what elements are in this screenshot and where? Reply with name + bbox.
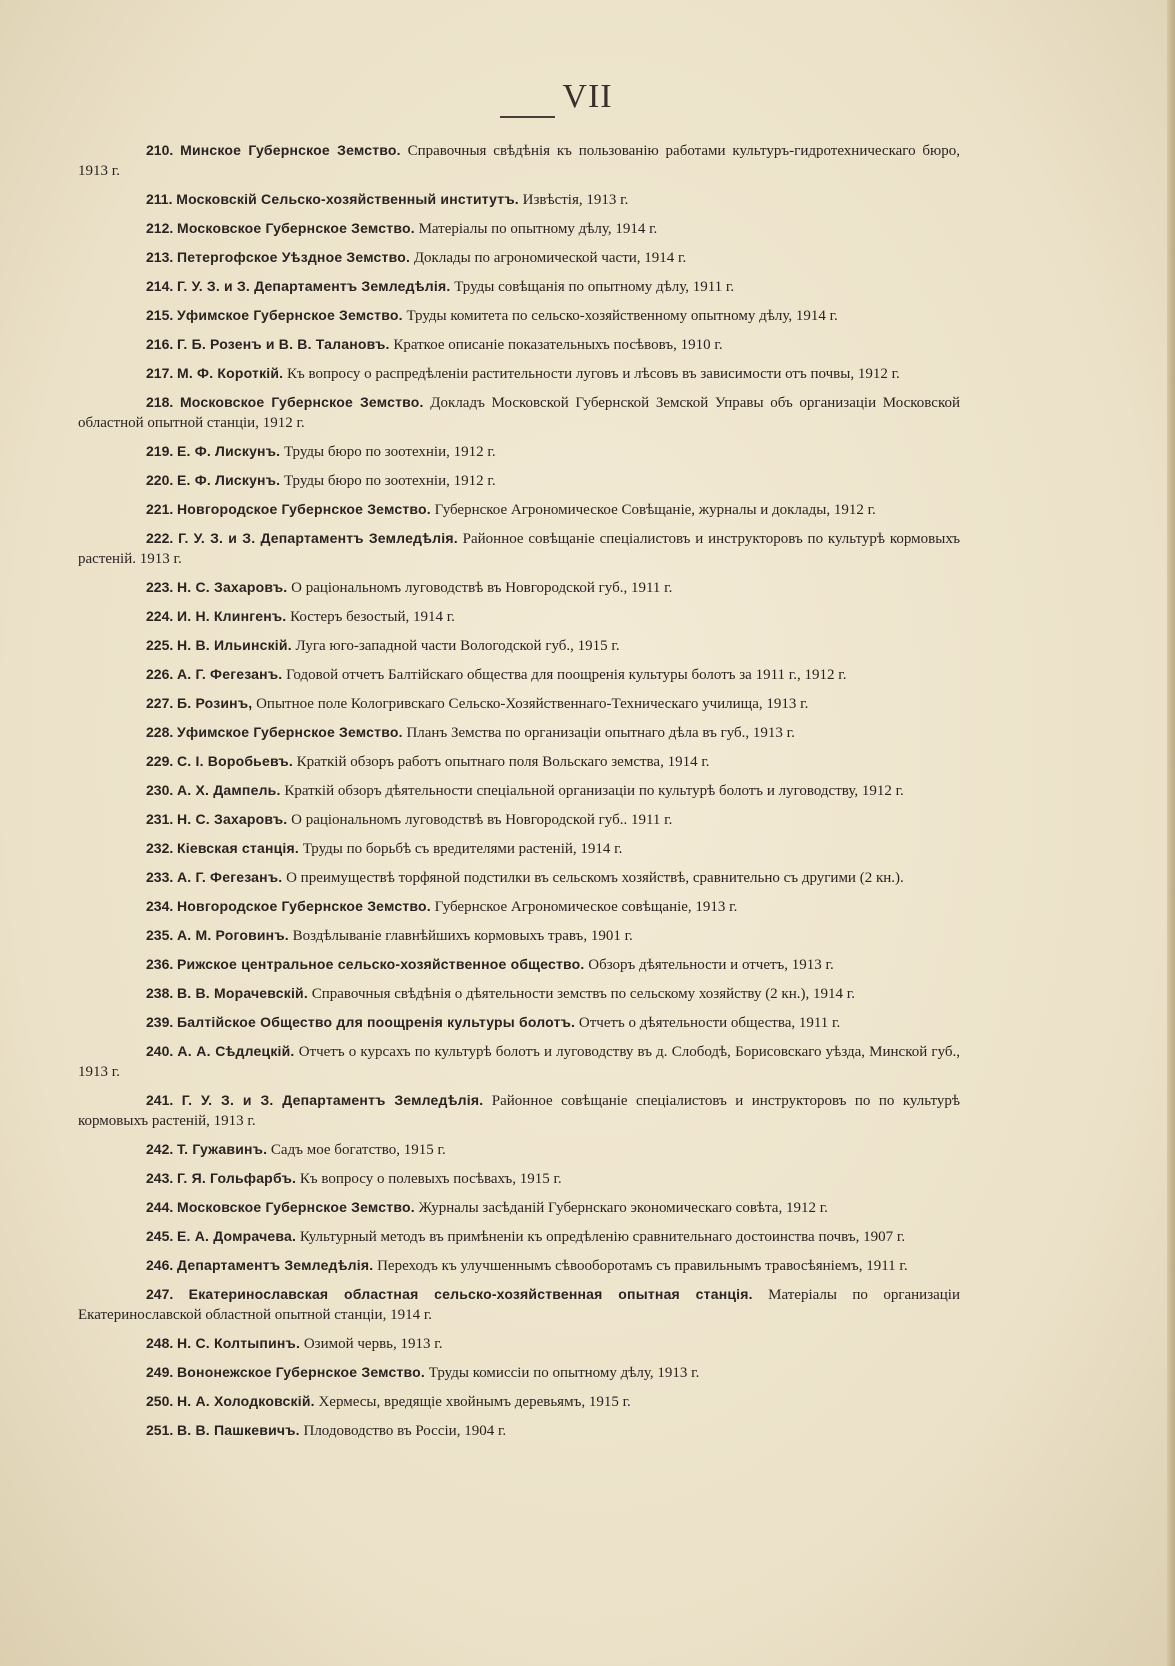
entry-number: 223. — [146, 579, 174, 595]
entry-text — [78, 1041, 960, 1082]
entry-number: 236. — [146, 956, 174, 972]
entry-author: Новгородское Губернское Земство. — [177, 501, 431, 517]
entry-text — [78, 1139, 960, 1160]
entry-text — [78, 528, 960, 569]
entry-title: Журналы засѣданій Губернскаго экономическаго совѣта, 1912 г. — [418, 1200, 828, 1216]
list-item — [78, 635, 960, 656]
entry-author: С. І. Воробьевъ. — [177, 753, 293, 769]
entry-number: 224. — [146, 608, 174, 624]
list-item — [78, 1420, 960, 1441]
entry-number: 249. — [146, 1364, 174, 1380]
entry-title: Справочныя свѣдѣнія о дѣятельности земствъ по сельскому хозяйству (2 кн.), 1914 г. — [311, 986, 855, 1002]
entry-author: А. Х. Дампель. — [177, 782, 281, 798]
entry-title: Воздѣлываніе главнѣйшихъ кормовыхъ травъ, 1901 г. — [292, 928, 633, 944]
entry-author: Кіевская станція. — [177, 840, 299, 856]
entry-title: Труды бюро по зоотехніи, 1912 г. — [283, 473, 496, 489]
entry-text — [78, 1197, 960, 1218]
entry-number: 230. — [146, 782, 174, 798]
entry-text — [78, 954, 960, 975]
page-edge — [1167, 0, 1175, 1666]
list-item — [78, 470, 960, 491]
entry-author: Рижское центральное сельско-хозяйственное общество. — [177, 956, 585, 972]
entry-text — [78, 606, 960, 627]
list-item — [78, 218, 960, 239]
entry-number: 234. — [146, 898, 174, 914]
entry-author: Московскій Сельско-хозяйственный институтъ. — [176, 191, 519, 207]
entry-author: Балтійское Общество для поощренія культуры болотъ. — [177, 1014, 576, 1030]
list-item — [78, 1139, 960, 1160]
entry-author: А. М. Роговинъ. — [177, 927, 289, 943]
entry-author: Екатеринославская областная сельско-хозяйственная опытная станція. — [188, 1286, 753, 1302]
list-item — [78, 1090, 960, 1131]
entry-number: 228. — [146, 724, 174, 740]
entry-author: А. Г. Фегезанъ. — [177, 869, 283, 885]
list-item — [78, 1362, 960, 1383]
entry-number: 216. — [146, 336, 174, 352]
entry-title: Труды совѣщанія по опытному дѣлу, 1911 г. — [454, 279, 735, 295]
entry-author: И. Н. Клингенъ. — [177, 608, 287, 624]
entry-title: Хермесы, вредящіе хвойнымъ деревьямъ, 1915 г. — [318, 1394, 631, 1410]
list-item — [78, 606, 960, 627]
list-item — [78, 499, 960, 520]
entry-text — [78, 722, 960, 743]
list-item — [78, 392, 960, 433]
entry-number: 226. — [146, 666, 174, 682]
entry-text — [78, 1362, 960, 1383]
entry-title: Отчетъ о дѣятельности общества, 1911 г. — [578, 1015, 841, 1031]
list-item — [78, 363, 960, 384]
list-item — [78, 247, 960, 268]
list-item — [78, 751, 960, 772]
entry-author: Новгородское Губернское Земство. — [177, 898, 431, 914]
entry-text — [78, 635, 960, 656]
list-item — [78, 1041, 960, 1082]
entry-number: 214. — [146, 278, 174, 294]
entry-author: Н. С. Захаровъ. — [177, 811, 288, 827]
list-item — [78, 1284, 960, 1325]
entry-text — [78, 276, 960, 297]
list-item — [78, 722, 960, 743]
entry-author: Уфимское Губернское Земство. — [177, 307, 403, 323]
entry-title: Краткое описаніе показательныхъ посѣвовъ, 1910 г. — [393, 337, 723, 353]
entry-author: Е. Ф. Лискунъ. — [177, 472, 281, 488]
entry-author: А. Г. Фегезанъ. — [177, 666, 283, 682]
list-item — [78, 664, 960, 685]
entry-text — [78, 838, 960, 859]
entry-title: Доклады по агрономической части, 1914 г. — [413, 250, 687, 266]
entry-number: 248. — [146, 1335, 174, 1351]
entry-title: Районное совѣщаніе спеціалистовъ и инструкторовъ по по культурѣ кормовыхъ растеній, 1913 г. — [78, 1093, 961, 1129]
entry-text — [78, 1255, 960, 1276]
entry-number: 242. — [146, 1141, 174, 1157]
list-item — [78, 838, 960, 859]
entry-text — [78, 867, 960, 888]
entry-author: Г. У. З. и З. Департаментъ Земледѣлія. — [181, 1092, 484, 1108]
entry-title: Обзоръ дѣятельности и отчетъ, 1913 г. — [588, 957, 834, 973]
entry-title: Луга юго-западной части Вологодской губ., 1915 г. — [295, 638, 620, 654]
list-item — [78, 1333, 960, 1354]
list-item — [78, 1391, 960, 1412]
entry-text — [78, 577, 960, 598]
entry-number: 215. — [146, 307, 174, 323]
entry-author: Московское Губернское Земство. — [177, 1199, 415, 1215]
entry-number: 251. — [146, 1422, 174, 1438]
entry-author: Г. Я. Гольфарбъ. — [177, 1170, 297, 1186]
entry-author: Б. Розинъ, — [177, 695, 253, 711]
entry-number: 218. — [146, 394, 174, 410]
entry-number: 225. — [146, 637, 174, 653]
list-item — [78, 1226, 960, 1247]
list-item — [78, 1168, 960, 1189]
entry-title: Труды по борьбѣ съ вредителями растеній, 1914 г. — [302, 841, 623, 857]
entry-number: 238. — [146, 985, 174, 1001]
entry-number: 210. — [146, 142, 174, 158]
entry-author: Н. С. Захаровъ. — [177, 579, 288, 595]
list-item — [78, 305, 960, 326]
entry-title: Садъ мое богатство, 1915 г. — [270, 1142, 446, 1158]
list-item — [78, 1012, 960, 1033]
entry-title: Переходъ къ улучшеннымъ сѣвооборотамъ съ правильнымъ травосѣяніемъ, 1911 г. — [377, 1258, 908, 1274]
page-number: VII — [562, 78, 613, 115]
entry-title: Губернское Агрономическое совѣщаніе, 1913 г. — [434, 899, 738, 915]
entry-number: 231. — [146, 811, 174, 827]
entry-author: М. Ф. Короткій. — [177, 365, 284, 381]
entry-text — [78, 1168, 960, 1189]
entry-number: 219. — [146, 443, 174, 459]
entry-text — [78, 693, 960, 714]
entry-text — [78, 334, 960, 355]
entry-title: Губернское Агрономическое Совѣщаніе, журналы и доклады, 1912 г. — [434, 502, 876, 518]
entry-number: 211. — [146, 191, 173, 207]
entry-number: 246. — [146, 1257, 174, 1273]
entry-title: О раціональномъ луговодствѣ въ Новгородской губ.. 1911 г. — [291, 812, 673, 828]
entry-text — [78, 1333, 960, 1354]
entry-number: 227. — [146, 695, 174, 711]
entry-number: 222. — [146, 530, 174, 546]
entry-number: 244. — [146, 1199, 174, 1215]
entry-author: Е. А. Домрачева. — [177, 1228, 297, 1244]
entry-author: А. А. Сѣдлецкій. — [177, 1043, 295, 1059]
list-item — [78, 954, 960, 975]
entry-number: 241. — [146, 1092, 174, 1108]
entry-text — [78, 1226, 960, 1247]
entry-number: 232. — [146, 840, 174, 856]
list-item — [78, 1197, 960, 1218]
list-item — [78, 780, 960, 801]
entry-title: О преимуществѣ торфяной подстилки въ сельскомъ хозяйствѣ, сравнительно съ другими (2 кн.). — [286, 870, 904, 886]
list-item — [78, 577, 960, 598]
entry-text — [78, 896, 960, 917]
list-item — [78, 693, 960, 714]
entry-text — [78, 218, 960, 239]
entry-number: 245. — [146, 1228, 174, 1244]
entry-title: Труды бюро по зоотехніи, 1912 г. — [283, 444, 496, 460]
list-item — [78, 441, 960, 462]
entry-text — [78, 247, 960, 268]
entry-number: 212. — [146, 220, 174, 236]
entry-author: Вононежское Губернское Земство. — [177, 1364, 426, 1380]
entry-text — [78, 1420, 960, 1441]
entry-author: Г. У. З. и З. Департаментъ Земледѣлія. — [177, 278, 451, 294]
entry-title: Докладъ Московской Губернской Земской Управы объ организаціи Московской областной опытной станціи, 1912 г. — [78, 395, 961, 431]
entry-title: Краткій обзоръ дѣятельности спеціальной организаціи по культурѣ болотъ и луговодству, 1912 г. — [284, 783, 904, 799]
list-item — [78, 528, 960, 569]
entry-text — [78, 664, 960, 685]
entry-text — [78, 1012, 960, 1033]
entry-number: 221. — [146, 501, 174, 517]
entry-number: 239. — [146, 1014, 174, 1030]
entry-text — [78, 499, 960, 520]
entry-title: Къ вопросу о распредѣленіи растительности луговъ и лѣсовъ въ зависимости отъ почвы, 1912 г. — [287, 366, 900, 382]
entry-text — [78, 140, 960, 181]
entry-number: 229. — [146, 753, 174, 769]
entry-number: 220. — [146, 472, 174, 488]
entry-title: Справочныя свѣдѣнія къ пользованію работами культуръ-гидротехническаго бюро, 1913 г. — [78, 143, 961, 179]
entry-title: Культурный методъ въ примѣненіи къ опредѣленію сравнительнаго достоинства почвъ, 1907 г. — [299, 1229, 906, 1245]
entry-number: 233. — [146, 869, 174, 885]
entry-text — [78, 363, 960, 384]
list-item — [78, 867, 960, 888]
entry-text — [78, 1090, 960, 1131]
entry-author: Н. С. Колтыпинъ. — [177, 1335, 301, 1351]
entry-number: 213. — [146, 249, 174, 265]
entry-title: Извѣстія, 1913 г. — [522, 192, 629, 208]
entry-author: В. В. Пашкевичъ. — [177, 1422, 300, 1438]
entry-number: 217. — [146, 365, 174, 381]
entry-title: Плодоводство въ Россіи, 1904 г. — [303, 1423, 507, 1439]
entry-author: Минское Губернское Земство. — [180, 142, 401, 158]
entry-title: Матеріалы по опытному дѣлу, 1914 г. — [418, 221, 658, 237]
entry-text — [78, 305, 960, 326]
entry-text — [78, 983, 960, 1004]
entry-author: Петергофское Уѣздное Земство. — [177, 249, 411, 265]
entry-number: 235. — [146, 927, 174, 943]
list-item — [78, 276, 960, 297]
entry-title: Годовой отчетъ Балтійскаго общества для поощренія культуры болотъ за 1911 г., 1912 г. — [286, 667, 847, 683]
list-item — [78, 896, 960, 917]
entry-title: Озимой червь, 1913 г. — [303, 1336, 443, 1352]
entry-text — [78, 441, 960, 462]
entry-number: 247. — [146, 1286, 174, 1302]
list-item — [78, 334, 960, 355]
entry-text — [78, 189, 960, 210]
entry-title: Труды комитета по сельско-хозяйственному опытному дѣлу, 1914 г. — [406, 308, 838, 324]
entry-title: Краткій обзоръ работъ опытнаго поля Вольскаго земства, 1914 г. — [296, 754, 710, 770]
entry-number: 250. — [146, 1393, 174, 1409]
entry-author: Н. В. Ильинскій. — [177, 637, 292, 653]
entry-author: Г. У. З. и З. Департаментъ Земледѣлія. — [178, 530, 458, 546]
entry-author: Н. А. Холодковскій. — [177, 1393, 315, 1409]
entry-author: Е. Ф. Лискунъ. — [177, 443, 281, 459]
entry-author: Московское Губернское Земство. — [177, 220, 415, 236]
entry-text — [78, 392, 960, 433]
entry-author: Уфимское Губернское Земство. — [177, 724, 403, 740]
entry-text — [78, 1391, 960, 1412]
entry-text — [78, 780, 960, 801]
entry-title: Костеръ безостый, 1914 г. — [290, 609, 455, 625]
list-item — [78, 140, 960, 181]
entry-author: В. В. Морачевскій. — [177, 985, 308, 1001]
entry-number: 240. — [146, 1043, 174, 1059]
entry-text — [78, 1284, 960, 1325]
bibliography-list — [78, 140, 960, 1449]
entry-title: Труды комиссіи по опытному дѣлу, 1913 г. — [428, 1365, 700, 1381]
entry-author: Т. Гужавинъ. — [177, 1141, 268, 1157]
list-item — [78, 1255, 960, 1276]
entry-text — [78, 470, 960, 491]
list-item — [78, 809, 960, 830]
list-item — [78, 983, 960, 1004]
entry-title: Отчетъ о курсахъ по культурѣ болотъ и луговодству въ д. Слободѣ, Борисовскаго уѣзда, Минской губ., 1913 г. — [78, 1044, 961, 1080]
entry-text — [78, 751, 960, 772]
list-item — [78, 925, 960, 946]
entry-title: О раціональномъ луговодствѣ въ Новгородской губ., 1911 г. — [291, 580, 673, 596]
entry-author: Московское Губернское Земство. — [179, 394, 424, 410]
entry-title: Къ вопросу о полевыхъ посѣвахъ, 1915 г. — [299, 1171, 562, 1187]
entry-title: Районное совѣщаніе спеціалистовъ и инструкторовъ по культурѣ кормовыхъ растеній. 1913 г. — [78, 531, 961, 567]
entry-title: Матеріалы по организаціи Екатеринославской областной опытной станціи, 1914 г. — [78, 1287, 961, 1323]
entry-text — [78, 925, 960, 946]
entry-author: Департаментъ Земледѣлія. — [177, 1257, 374, 1273]
header-rule — [500, 116, 555, 118]
list-item — [78, 189, 960, 210]
entry-title: Планъ Земства по организаціи опытнаго дѣла въ губ., 1913 г. — [406, 725, 795, 741]
entry-title: Опытное поле Кологривскаго Сельско-Хозяйственнаго-Техническаго училища, 1913 г. — [256, 696, 809, 712]
entry-text — [78, 809, 960, 830]
entry-author: Г. Б. Розенъ и В. В. Талановъ. — [177, 336, 390, 352]
entry-number: 243. — [146, 1170, 174, 1186]
